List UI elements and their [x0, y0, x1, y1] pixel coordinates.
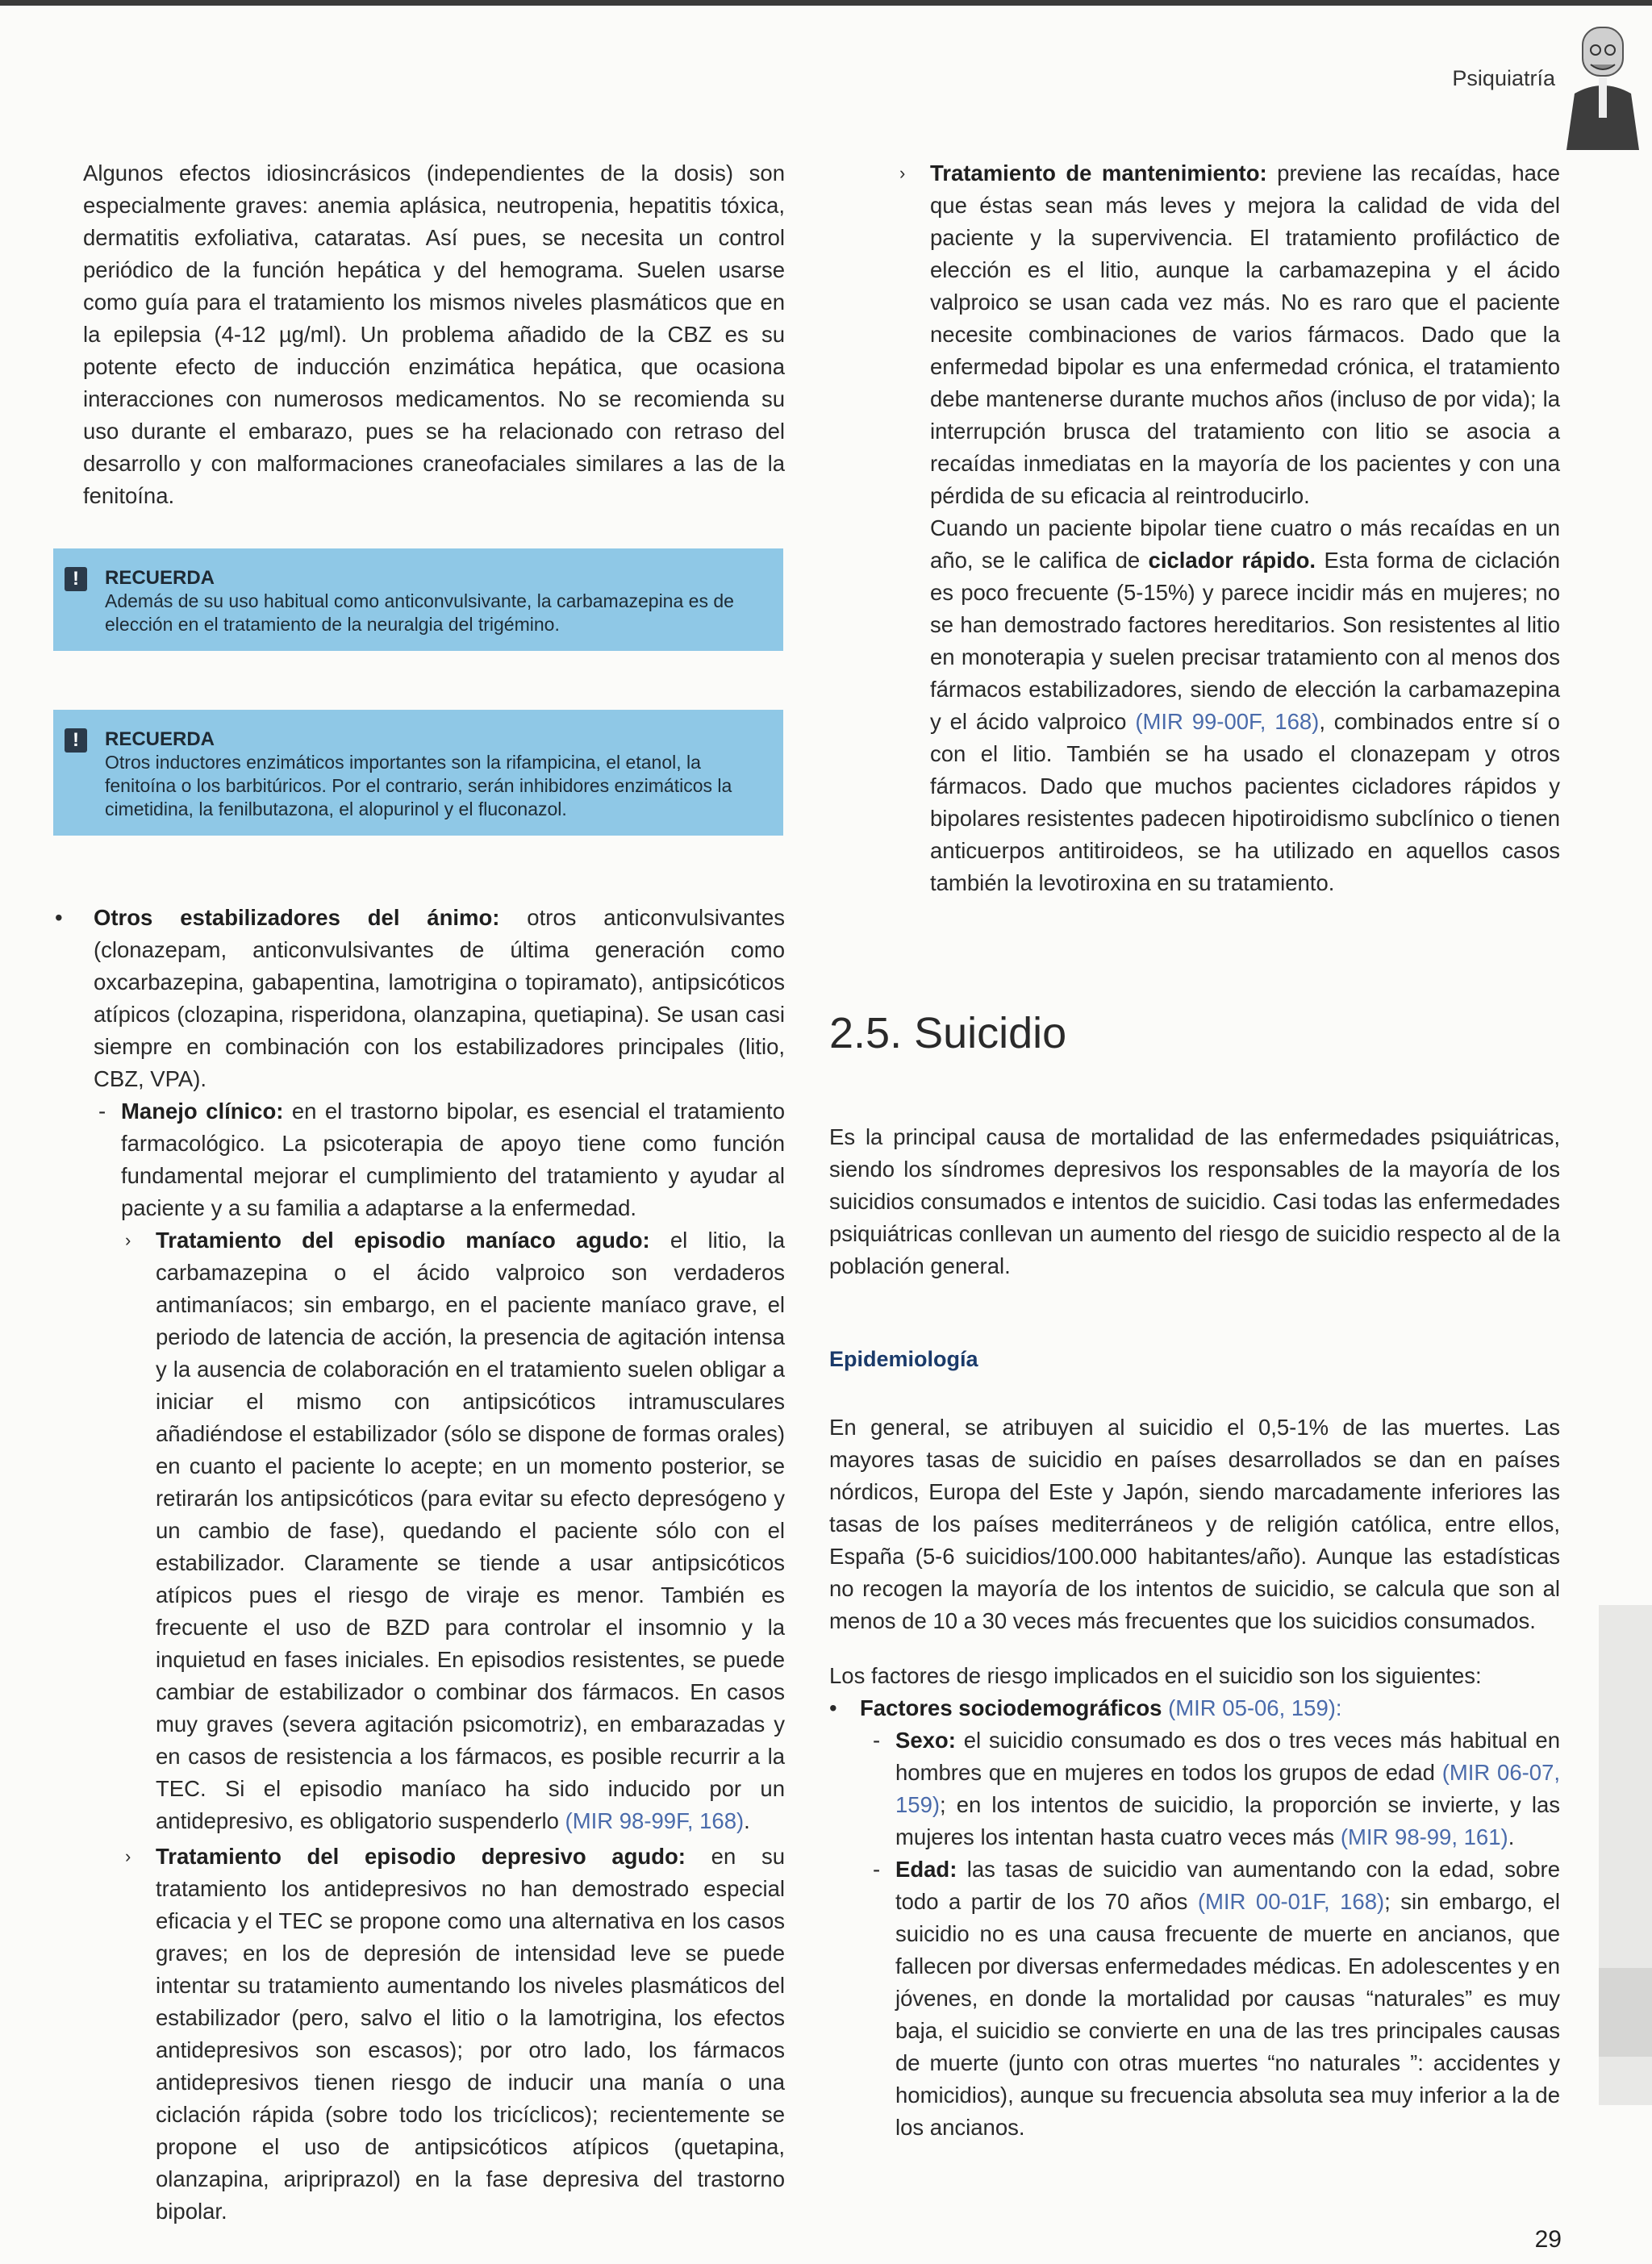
mir-reference: (MIR 06-07, 159) — [895, 1760, 1560, 1817]
left-column-intro — [83, 157, 785, 512]
top-rule — [0, 0, 1652, 6]
item-title: Tratamiento de mantenimiento: — [930, 161, 1267, 186]
bullet-marker: • — [55, 905, 63, 930]
mir-reference: (MIR 05-06, 159): — [1168, 1695, 1342, 1720]
item-text-end: . — [744, 1808, 750, 1833]
dash-marker: - — [873, 1857, 881, 1882]
item-text: el litio, la carbamazepina o el ácido valproico son verdaderos antimaníacos; sin embargo, en el paciente maníaco grave, el periodo de latencia de acción, la presencia de agitación intensa y la ausencia de colaboración en el tratamiento suelen obligar a iniciar el mismo con antipsicóticos intramusculares añadiéndose el estabilizador (sólo se dispone de formas orales) en cuanto el paciente lo acepte; en un momento posterior, se retirarán los antipsicóticos (para evitar su efecto depresógeno y un cambio de fase), quedando el paciente sólo con el estabilizador. Claramente se tiende a usar antipsicóticos atípicos pues el riesgo de viraje es menor. También es frecuente el uso de BZD para controlar el insomnio y la inquietud en fases iniciales. En episodios resistentes, se puede cambiar de estabilizador o combinar dos fármacos. En casos muy graves (severa agitación psicomotriz), en embarazadas y en casos de resistencia a los fármacos, es posible recurrir a la TEC. Si el episodio maníaco ha sido inducido por un antidepresivo, es obligatorio suspenderlo — [156, 1228, 785, 1833]
item-text: las tasas de suicidio van aumentando con la edad, sobre todo a partir de los 70 años — [895, 1857, 1560, 1914]
item-title: Factores sociodemográficos — [860, 1695, 1162, 1720]
epidemiologia-paragraph: En general, se atribuyen al suicidio el 0,5-1% de las muertes. Las mayores tasas de suicidio en países desarrollados se dan en países nórdicos, Europa del Este y Japón, siendo marcadamente inferiores las tasas de los países mediterráneos y de religión católica, entre ellos, España (5-6 suicidios/100.000 habitantes/año). Aunque las estadísticas no recogen la mayoría de los intentos de suicidio, se calcula que son al menos de 10 a 30 veces más frecuentes que los suicidios consumados. — [829, 1415, 1560, 1633]
right-column-top — [899, 157, 1560, 899]
running-header: Psiquiatría — [1452, 66, 1555, 90]
item-title: Otros estabilizadores del ánimo: — [94, 905, 500, 930]
list-item-episodio-maniaco — [125, 1224, 785, 1837]
paragraph-text: Esta forma de ciclación es poco frecuente (5-15%) y parece incidir más en mujeres; no se han demostrado factores hereditarios. Son resistentes al litio en monoterapia y suelen precisar tratamiento con al menos dos fármacos estabilizadores, siendo de elección la carbamazepina y el ácido valproico — [930, 548, 1560, 734]
item-title: Tratamiento del episodio depresivo agudo: — [156, 1844, 686, 1869]
exclamation-icon: ! — [65, 728, 87, 753]
callout-title: RECUERDA — [105, 567, 215, 589]
item-title: Manejo clínico: — [121, 1099, 284, 1124]
epidemiologia-body — [829, 1411, 1560, 2144]
section-title: 2.5. Suicidio — [829, 1009, 1067, 1057]
recuerda-callout-1 — [53, 548, 783, 651]
ciclador-rapido-paragraph — [930, 512, 1560, 899]
left-column-body — [55, 902, 785, 2228]
suicidio-intro — [829, 1121, 1560, 1282]
item-title: Tratamiento del episodio maníaco agudo: — [156, 1228, 650, 1253]
list-item-factores-sociodemograficos — [829, 1692, 1560, 1724]
item-text: el suicidio consumado es dos o tres veces más habitual en hombres que en mujeres en todos los grupos de edad — [895, 1728, 1560, 1785]
callout-text: Otros inductores enzimáticos importantes son la rifampicina, el etanol, la fenitoína o los barbitúricos. Por el contrario, serán inhibidores enzimáticos la cimetidina, la fenilbutazona, el alopurinol y el fluconazol. — [105, 752, 732, 819]
mir-reference: (MIR 00-01F, 168) — [1197, 1889, 1385, 1914]
factores-intro: Los factores de riesgo implicados en el suicidio son los siguientes: — [829, 1663, 1482, 1688]
mir-reference: (MIR 99-00F, 168) — [1135, 709, 1320, 734]
side-tab-marker — [1599, 1968, 1652, 2057]
recuerda-callout-2 — [53, 710, 783, 836]
paragraph-text: , combinados entre sí o con el litio. También se ha usado el clonazepam y otros fármacos. Dado que muchos pacientes cicladores rápidos y bipolares resistentes padecen hipotiroidismo subclínico o tienen anticuerpos antitiroideos, se ha utilizado en aquellos casos también la levotiroxina en su tratamiento. — [930, 709, 1560, 895]
dash-marker: - — [98, 1099, 106, 1124]
exclamation-icon: ! — [65, 567, 87, 591]
subheading-epidemiologia: Epidemiología — [829, 1347, 978, 1371]
item-text: otros anticonvulsivantes (clonazepam, anticonvulsivantes de última generación como oxcarbazepina, gabapentina, lamotrigina o topiramato), antipsicóticos atípicos (clozapina, risperidona, olanzapina, quetiapina). Se usan casi siempre en combinación con los estabilizadores principales (litio, CBZ, VPA). — [94, 905, 785, 1091]
item-text: en el trastorno bipolar, es esencial el tratamiento farmacológico. La psicoterapia de apoyo tiene como función fundamental mejorar el cumplimiento del tratamiento y ayudar al paciente y a su familia a adaptarse a la enfermedad. — [121, 1099, 785, 1220]
intro-paragraph: Es la principal causa de mortalidad de las enfermedades psiquiátricas, siendo los síndromes depresivos los responsables de la mayoría de los suicidios consumados e intentos de suicidio. Casi todas las enfermedades psiquiátricas conllevan un aumento del riesgo de suicidio respecto al de la población general. — [829, 1124, 1560, 1278]
arrow-marker: › — [125, 1846, 131, 1866]
arrow-marker: › — [899, 163, 906, 183]
dash-marker: - — [873, 1728, 881, 1753]
page-number: 29 — [1534, 2226, 1562, 2253]
callout-text: Además de su uso habitual como anticonvulsivante, la carbamazepina es de elección en el tratamiento de la neuralgia del trigémino. — [105, 590, 734, 635]
item-title: Sexo: — [895, 1728, 956, 1753]
mir-reference: (MIR 98-99, 161) — [1340, 1824, 1508, 1849]
bullet-marker: • — [829, 1695, 837, 1720]
carbamazepine-paragraph: Algunos efectos idiosincrásicos (independientes de la dosis) son especialmente graves: anemia aplásica, neutropenia, hepatitis tóxica, dermatitis exfoliativa, cataratas. Así pues, se necesita un control periódico de la función hepática y del hemograma. Suelen usarse como guía para el tratamiento los mismos niveles plasmáticos que en la epilepsia (4-12 µg/ml). Un problema añadido de la CBZ es su potente efecto de inducción enzimática hepática, que ocasiona interacciones con numerosos medicamentos. No se recomienda su uso durante el embarazo, pues se ha relacionado con retraso del desarrollo y con malformaciones craneofaciales similares a las de la fenitoína. — [83, 161, 785, 508]
term-ciclador-rapido: ciclador rápido. — [1148, 548, 1316, 573]
paragraph-text: Cuando un paciente bipolar tiene cuatro o más recaídas en un año, se le califica de — [930, 515, 1560, 573]
item-text: . — [1508, 1824, 1515, 1849]
callout-title: RECUERDA — [105, 728, 215, 750]
item-text: previene las recaídas, hace que éstas sean más leves y mejora la calidad de vida del paciente y la supervivencia. El tratamiento profiláctico de elección es el litio, aunque la carbamazepina y el ácido valproico se usan cada vez más. No es raro que el paciente necesite combinaciones de varios fármacos. Dado que la enfermedad bipolar es una enfermedad crónica, el tratamiento debe mantenerse durante muchos años (incluso de por vida); la interrupción brusca del tratamiento con litio se asocia a recaídas inmediatas en la mayoría de los pacientes y con una pérdida de su eficacia al reintroducirlo. — [930, 161, 1560, 508]
item-text: ; sin embargo, el suicidio no es una causa frecuente de muerte en ancianos, que fallecen por diversas enfermedades médicas. En adolescentes y en jóvenes, en donde la mortalidad por causas “naturales” es muy baja, el suicidio se convierte en una de las tres principales causas de muerte (junto con otras muertes “no naturales ”: accidentes y homicidios), aunque su frecuencia absoluta sea muy inferior a la de los ancianos. — [895, 1889, 1560, 2140]
list-item-edad — [873, 1853, 1560, 2144]
list-item-episodio-depresivo — [125, 1841, 785, 2228]
list-item-sexo — [873, 1724, 1560, 1853]
item-text: en su tratamiento los antidepresivos no han demostrado especial eficacia y el TEC se propone como una alternativa en los casos graves; en los de depresión de intensidad leve se puede intentar su tratamiento aumentando los niveles plasmáticos del estabilizador (pero, salvo el litio o la lamotrigina, los efectos antidepresivos son escasos); por otro lado, los fármacos antidepresivos tienen riesgo de inducir una manía o una ciclación rápida (sobre todo los tricíclicos); recientemente se propone el uso de antipsicóticos atípicos (quetapina, olanzapina, aripriprazol) en la fase depresiva del trastorno bipolar. — [156, 1844, 785, 2224]
arrow-marker: › — [125, 1230, 131, 1250]
mir-reference: (MIR 98-99F, 168) — [565, 1808, 745, 1833]
list-item-otros-estabilizadores — [55, 902, 785, 1095]
list-item-manejo-clinico — [98, 1095, 785, 1224]
item-text: ; en los intentos de suicidio, la proporción se invierte, y las mujeres los intentan hasta cuatro veces más — [895, 1792, 1560, 1849]
list-item-mantenimiento — [899, 157, 1560, 512]
psychiatrist-portrait-icon — [1558, 21, 1646, 150]
item-title: Edad: — [895, 1857, 957, 1882]
